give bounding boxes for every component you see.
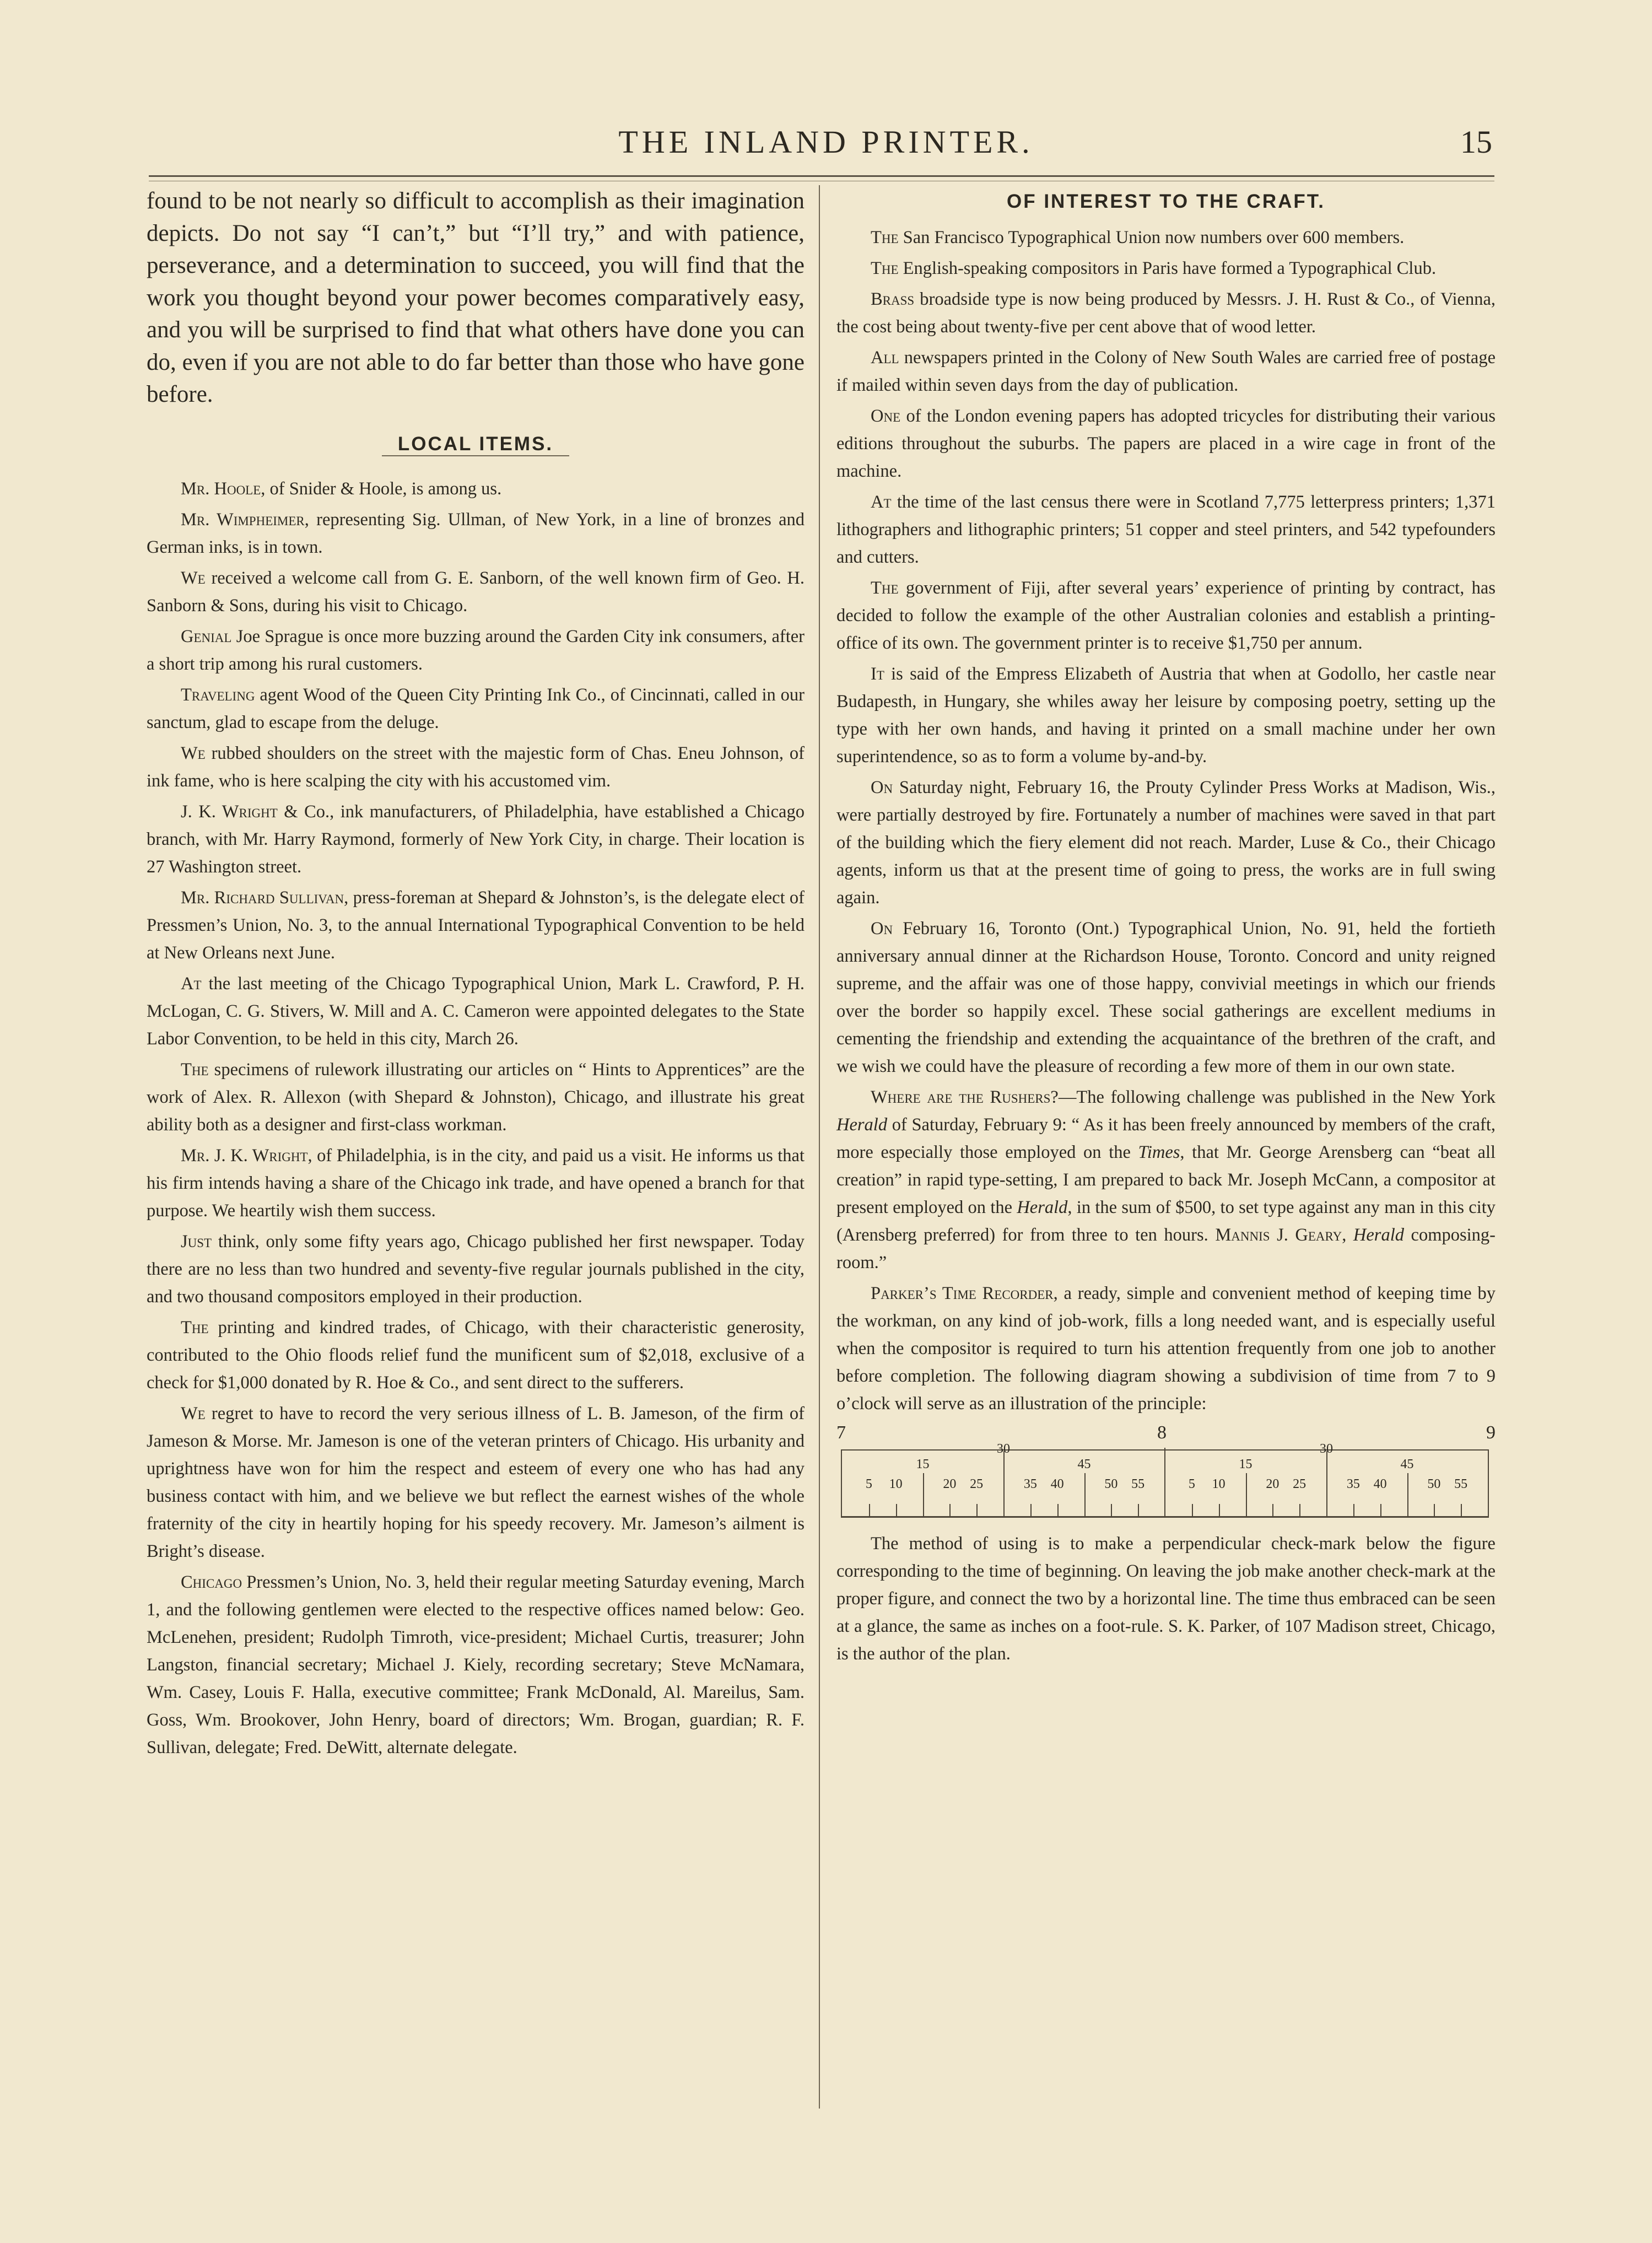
item-lead: On — [871, 778, 893, 797]
minute-tick — [869, 1504, 870, 1516]
minute-tick — [1030, 1504, 1032, 1516]
item-text: is said of the Empress Elizabeth of Austria that when at Godollo, her castle near Budapesth, in Hungary, she whiles away her leisure by composing poetry, setting up the type with her own hands, and having it printed on a small machine under her own superintendence, so as to form a volume by-and-by. — [836, 664, 1496, 767]
minute-label: 10 — [889, 1477, 903, 1491]
item-text: newspapers printed in the Colony of New South Wales are carried free of postage if mailed within seven days from the day of publication. — [836, 348, 1496, 395]
item-lead: Parker’s Time Recorder, — [871, 1284, 1058, 1303]
item-lead: The — [871, 228, 899, 247]
minute-label: 50 — [1104, 1477, 1118, 1491]
minute-tick — [1434, 1504, 1435, 1516]
news-item — [147, 506, 805, 561]
item-lead: We — [181, 568, 206, 588]
heading-rule — [382, 455, 569, 456]
local-items-heading: LOCAL ITEMS. — [397, 433, 554, 455]
item-lead: At — [181, 973, 202, 994]
item-text: of Philadelphia, is in the city, and paid us a visit. He informs us that his firm intends having a share of the Chicago ink trade, and have opened a branch for that purpose. We heartily wish them success. — [147, 1145, 805, 1221]
news-item — [147, 1228, 805, 1311]
item-text: regret to have to record the very serious illness of L. B. Jameson, of the firm of Jameson & Morse. Mr. Jameson is one of the veteran printers of Chicago. His urbanity and uprightness have won for him the respect and esteem of every one who has had any business contact with him, and we believe we but reflect the earnest wishes of the whole fraternity of the city in heartily hoping for his speedy recovery. Mr. Jameson’s ailment is Bright’s disease. — [147, 1403, 805, 1561]
minute-label: 35 — [1023, 1477, 1037, 1491]
minute-tick — [949, 1504, 951, 1516]
minute-label: 15 — [1239, 1457, 1253, 1471]
hour-divider — [1164, 1448, 1165, 1516]
minute-label: 15 — [916, 1457, 930, 1471]
news-item — [147, 564, 805, 619]
running-title: THE INLAND PRINTER. — [618, 124, 1034, 160]
left-column — [147, 185, 805, 1765]
item-lead: We — [181, 743, 206, 763]
column-divider — [819, 185, 820, 2109]
item-text: specimens of rulework illustrating our articles on “ Hints to Apprentices” are the work of Alex. R. Allexon (with Shepard & Johnston), Chicago, and illustrate his great ability both as a designer and first-class workman. — [147, 1059, 805, 1135]
minute-label: 20 — [943, 1477, 957, 1491]
header-rule — [149, 175, 1494, 177]
news-item — [836, 344, 1496, 399]
continued-paragraph: found to be not nearly so difficult to accomplish as their imagination depicts. Do not say “I can’t,” but “I’ll try,” and with patience, perseverance, and a determination to succeed, you will find that the work you thought beyond your power becomes comparatively easy, and you will be surprised to find that what others have done you can do, even if you are not able to do far better than those who have gone before. — [147, 188, 805, 407]
news-item — [836, 402, 1496, 485]
news-item — [147, 475, 805, 503]
minute-tick — [1246, 1473, 1247, 1516]
news-item — [836, 255, 1496, 282]
news-item — [836, 285, 1496, 341]
item-text: government of Fiji, after several years’ experience of printing by contract, has decided to follow the example of the other Australian colonies and establish a printing-office of its own. The government printer is to receive $1,750 per annum. — [836, 578, 1496, 653]
item-lead: Mr. Richard Sullivan, — [181, 887, 349, 908]
item-lead: Chicago — [181, 1572, 242, 1592]
minute-label: 25 — [1293, 1477, 1307, 1491]
news-item — [147, 970, 805, 1053]
news-item — [147, 623, 805, 678]
item-text: English-speaking compositors in Paris have formed a Typographical Club. — [898, 258, 1437, 278]
item-lead: One — [871, 406, 901, 426]
minute-label: 20 — [1266, 1477, 1280, 1491]
item-text: February 16, Toronto (Ont.) Typographical Union, No. 91, held the fortieth anniversary annual dinner at the Richardson House, Toronto. Concord and unity reigned supreme, and the affair was one of those happy, convivial meetings in which our friends over the border so happily excel. These social gatherings are excellent mediums in cementing the friendship and extending the acquaintance of the brethren of the craft, and we wish we could have the pleasure of recording a few more of them in our own state. — [836, 919, 1496, 1076]
item-lead: Mr. J. K. Wright, — [181, 1145, 312, 1166]
news-item — [836, 915, 1496, 1080]
minute-tick — [1299, 1504, 1300, 1516]
time-recorder-diagram — [836, 1422, 1496, 1524]
item-lead: Mr. Hoole, — [181, 478, 266, 499]
minute-tick — [1272, 1504, 1273, 1516]
minute-tick — [1380, 1504, 1381, 1516]
item-lead: The — [871, 258, 899, 278]
item-lead: The — [181, 1059, 209, 1080]
news-item — [836, 488, 1496, 571]
parker-paragraph: Parker’s Time Recorder, a ready, simple and convenient method of keeping time by the workman, on any kind of job-work, fills a long needed want, and is especially useful when the compositor is required to turn his attention frequently from one job to another before completion. The following diagram showing a subdivision of time from 7 to 9 o’clock will serve as an illustration of the principle: — [836, 1284, 1496, 1414]
minute-label: 55 — [1131, 1477, 1145, 1491]
minute-label: 5 — [865, 1477, 872, 1491]
craft-heading: OF INTEREST TO THE CRAFT. — [1007, 191, 1325, 212]
minute-label: 45 — [1077, 1457, 1091, 1471]
news-item — [147, 1568, 805, 1761]
item-text: San Francisco Typographical Union now numbers over 600 members. — [898, 228, 1405, 247]
item-text: of Snider & Hoole, is among us. — [265, 478, 502, 499]
item-lead: Brass — [871, 289, 915, 309]
closing-paragraph: The method of using is to make a perpendicular check-mark below the figure corresponding to the time of beginning. On leaving the job make another check-mark at the proper figure, and connect the two by a horizontal line. The time thus embraced can be seen at a glance, the same as inches on a foot-rule. S. K. Parker, of 107 Madison street, Chicago, is the author of the plan. — [836, 1534, 1496, 1664]
item-text: Saturday night, February 16, the Prouty Cylinder Press Works at Madison, Wis., were partially destroyed by fire. Fortunately a number of machines were saved in that part of the building which the fiery element did not reach. Marder, Luse & Co., their Chicago agents, inform us that at the present time of going to press, the works are in full swing again. — [836, 778, 1496, 908]
item-lead: Mr. Wimpheimer, — [181, 509, 309, 530]
news-item — [147, 740, 805, 795]
news-item — [836, 774, 1496, 912]
item-lead: Traveling — [181, 684, 255, 705]
item-lead: The — [871, 578, 899, 598]
minute-label: 25 — [970, 1477, 984, 1491]
minute-label: 45 — [1400, 1457, 1414, 1471]
item-lead: J. K. Wright — [181, 801, 278, 822]
news-item — [836, 224, 1496, 251]
minute-tick — [1138, 1504, 1139, 1516]
right-column — [836, 185, 1496, 1671]
item-text: the time of the last census there were in Scotland 7,775 letterpress printers; 1,371 lithographers and lithographic printers; 51 copper and steel printers, and 542 typefounders and cutters. — [836, 492, 1496, 567]
minute-label: 35 — [1346, 1477, 1360, 1491]
minute-label: 30 — [1320, 1442, 1333, 1456]
news-item — [147, 1142, 805, 1225]
news-item — [147, 1056, 805, 1139]
hour-label: 9 — [1486, 1422, 1496, 1443]
item-lead: Genial — [181, 626, 232, 646]
minute-tick — [923, 1473, 924, 1516]
minute-tick — [1353, 1504, 1354, 1516]
diagram-frame — [841, 1442, 1489, 1518]
item-text: & Co., ink manufacturers, of Philadelphia, have established a Chicago branch, with Mr. Harry Raymond, formerly of New York City, in charge. Their location is 27 Washington street. — [147, 801, 805, 877]
news-item — [147, 1314, 805, 1397]
minute-label: 10 — [1212, 1477, 1225, 1491]
craft-items-list — [836, 224, 1496, 1080]
minute-tick — [1084, 1473, 1086, 1516]
news-item — [147, 681, 805, 736]
item-text: agent Wood of the Queen City Printing Ink Co., of Cincinnati, called in our sanctum, glad to escape from the deluge. — [147, 684, 805, 732]
local-items-list — [147, 475, 805, 1761]
news-item — [836, 660, 1496, 770]
minute-label: 5 — [1188, 1477, 1195, 1491]
minute-tick — [1407, 1473, 1408, 1516]
minute-label: 40 — [1373, 1477, 1387, 1491]
hour-label: 7 — [836, 1422, 846, 1443]
minute-tick — [1461, 1504, 1462, 1516]
item-text: the last meeting of the Chicago Typographical Union, Mark L. Crawford, P. H. McLogan, C. G. Stivers, W. Mill and A. C. Cameron were appointed delegates to the State Labor Convention, to be held in this city, March 26. — [147, 973, 805, 1049]
item-text: representing Sig. Ullman, of New York, in a line of bronzes and German inks, is in town. — [147, 509, 805, 557]
item-lead: At — [871, 492, 892, 512]
item-lead: Where are the Rushers? — [871, 1087, 1059, 1107]
minute-tick — [1192, 1504, 1193, 1516]
rushers-paragraph: Where are the Rushers?—The following challenge was published in the New York Herald of Saturday, February 9: “ As it has been freely announced by members of the craft, more especially those employed on the Times, that Mr. George Arensberg can “beat all creation” in rapid type-setting, I am prepared to back Mr. Joseph McCann, a compositor at present employed on the Herald, in the sum of $500, to set type against any man in this city (Arensberg preferred) for from three to ten hours. Mannis J. Geary, Herald composing-room.” — [836, 1087, 1496, 1273]
minute-label: 50 — [1427, 1477, 1441, 1491]
minute-tick — [1219, 1504, 1220, 1516]
news-item — [147, 884, 805, 967]
item-text: think, only some fifty years ago, Chicago published her first newspaper. Today there are no less than two hundred and seventy-five regular journals published in the city, and two thousand compositors employed in their production. — [147, 1231, 805, 1307]
running-head — [0, 120, 1652, 164]
minute-tick — [896, 1504, 897, 1516]
item-lead: The — [181, 1317, 209, 1338]
item-lead: On — [871, 919, 893, 939]
news-item — [147, 1400, 805, 1565]
page-number: 15 — [1460, 124, 1492, 160]
news-item — [147, 798, 805, 881]
minute-label: 55 — [1454, 1477, 1468, 1491]
minute-tick — [1326, 1451, 1327, 1516]
item-text: press-foreman at Shepard & Johnston’s, is the delegate elect of Pressmen’s Union, No. 3, to the annual International Typographical Convention to be held at New Orleans next June. — [147, 887, 805, 963]
minute-label: 30 — [997, 1442, 1010, 1456]
item-text: broadside type is now being produced by Messrs. J. H. Rust & Co., of Vienna, the cost being about twenty-five per cent above that of wood letter. — [836, 289, 1496, 337]
minute-label: 40 — [1050, 1477, 1064, 1491]
hour-label: 8 — [1157, 1422, 1167, 1443]
item-lead: We — [181, 1403, 206, 1424]
item-lead: Just — [181, 1231, 212, 1252]
minute-tick — [976, 1504, 978, 1516]
item-lead: It — [871, 664, 884, 684]
item-text: Pressmen’s Union, No. 3, held their regular meeting Saturday evening, March 1, and the following gentlemen were elected to the respective offices named below: Geo. McLenehen, president; Rudolph Timroth, vice-president; Michael Curtis, treasurer; John Langston, financial secretary; Michael J. Kiely, recording secretary; Steve McNamara, Wm. Casey, Louis F. Halla, executive committee; Frank McDonald, Al. Mareilus, Sam. Goss, Wm. Brookover, John Henry, board of directors; Wm. Brogan, guardian; R. F. Sullivan, delegate; Fred. DeWitt, alternate delegate. — [147, 1572, 805, 1757]
news-item — [836, 574, 1496, 657]
item-text: received a welcome call from G. E. Sanborn, of the well known firm of Geo. H. Sanborn & Sons, during his visit to Chicago. — [147, 568, 805, 616]
minute-tick — [1003, 1451, 1005, 1516]
item-text: of the London evening papers has adopted tricycles for distributing their various editions throughout the suburbs. The papers are placed in a wire cage in front of the machine. — [836, 406, 1496, 481]
item-text: printing and kindred trades, of Chicago, with their characteristic generosity, contributed to the Ohio floods relief fund the munificent sum of $2,018, exclusive of a check for $1,000 donated by R. Hoe & Co., and sent direct to the sufferers. — [147, 1317, 805, 1393]
item-lead: All — [871, 348, 899, 368]
item-text: rubbed shoulders on the street with the majestic form of Chas. Eneu Johnson, of ink fame, who is here scalping the city with his accustomed vim. — [147, 743, 805, 791]
item-text: Joe Sprague is once more buzzing around the Garden City ink consumers, after a short trip among his rural customers. — [147, 626, 805, 674]
minute-tick — [1057, 1504, 1059, 1516]
minute-tick — [1111, 1504, 1112, 1516]
